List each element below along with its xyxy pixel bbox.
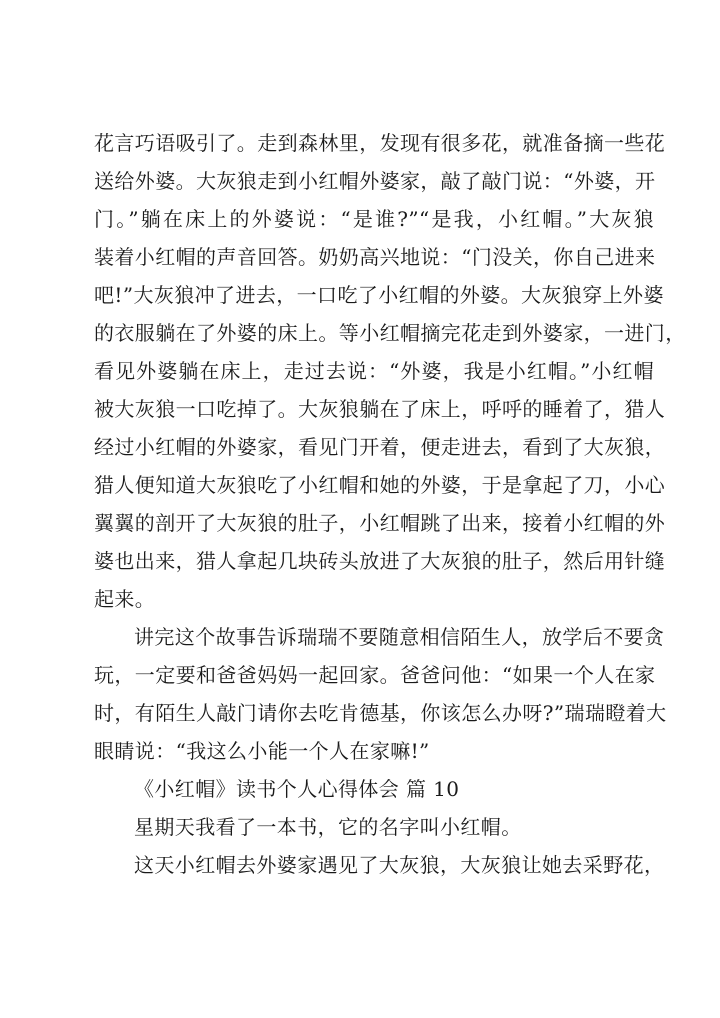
text-line: 时，有陌生人敲门请你去吃肯德基，你该怎么办呀?”瑞瑞瞪着大 [94,701,667,725]
text-line: 门。”躺在床上的外婆说：“是谁?”“是我，小红帽。”大灰狼 [94,207,654,231]
text-line: 眼睛说：“我这么小能一个人在家嘛!” [94,739,430,763]
text-line: 装着小红帽的声音回答。奶奶高兴地说：“门没关，你自己进来 [94,245,656,269]
text-line: 玩，一定要和爸爸妈妈一起回家。爸爸问他：“如果一个人在家 [94,663,656,687]
text-line: 送给外婆。大灰狼走到小红帽外婆家，敲了敲门说：“外婆，开 [94,169,656,193]
document-body [94,124,686,884]
text-line: 看见外婆躺在床上，走过去说：“外婆，我是小红帽。”小红帽 [94,359,654,383]
text-line: 讲完这个故事告诉瑞瑞不要随意相信陌生人，放学后不要贪 [134,625,665,649]
text-line: 花言巧语吸引了。走到森林里，发现有很多花，就准备摘一些花 [94,131,666,155]
text-line: 这天小红帽去外婆家遇见了大灰狼，大灰狼让她去采野花， [134,853,665,877]
text-line: 经过小红帽的外婆家，看见门开着，便走进去，看到了大灰狼， [94,435,666,459]
text-line: 的衣服躺在了外婆的床上。等小红帽摘完花走到外婆家，一进门， [94,321,686,345]
text-line: 被大灰狼一口吃掉了。大灰狼躺在了床上，呼呼的睡着了，猎人 [94,397,666,421]
text-line: 猎人便知道大灰狼吃了小红帽和她的外婆，于是拿起了刀，小心 [94,473,666,497]
text-line: 星期天我看了一本书，它的名字叫小红帽。 [134,815,522,839]
text-line: 吧!”大灰狼冲了进去，一口吃了小红帽的外婆。大灰狼穿上外婆 [94,283,664,307]
text-line: 婆也出来，猎人拿起几块砖头放进了大灰狼的肚子，然后用针缝 [94,549,666,573]
text-line: 起来。 [94,587,156,611]
text-line: 《小红帽》读书个人心得体会 篇 10 [134,777,460,801]
text-line: 翼翼的剖开了大灰狼的肚子，小红帽跳了出来，接着小红帽的外 [94,511,666,535]
